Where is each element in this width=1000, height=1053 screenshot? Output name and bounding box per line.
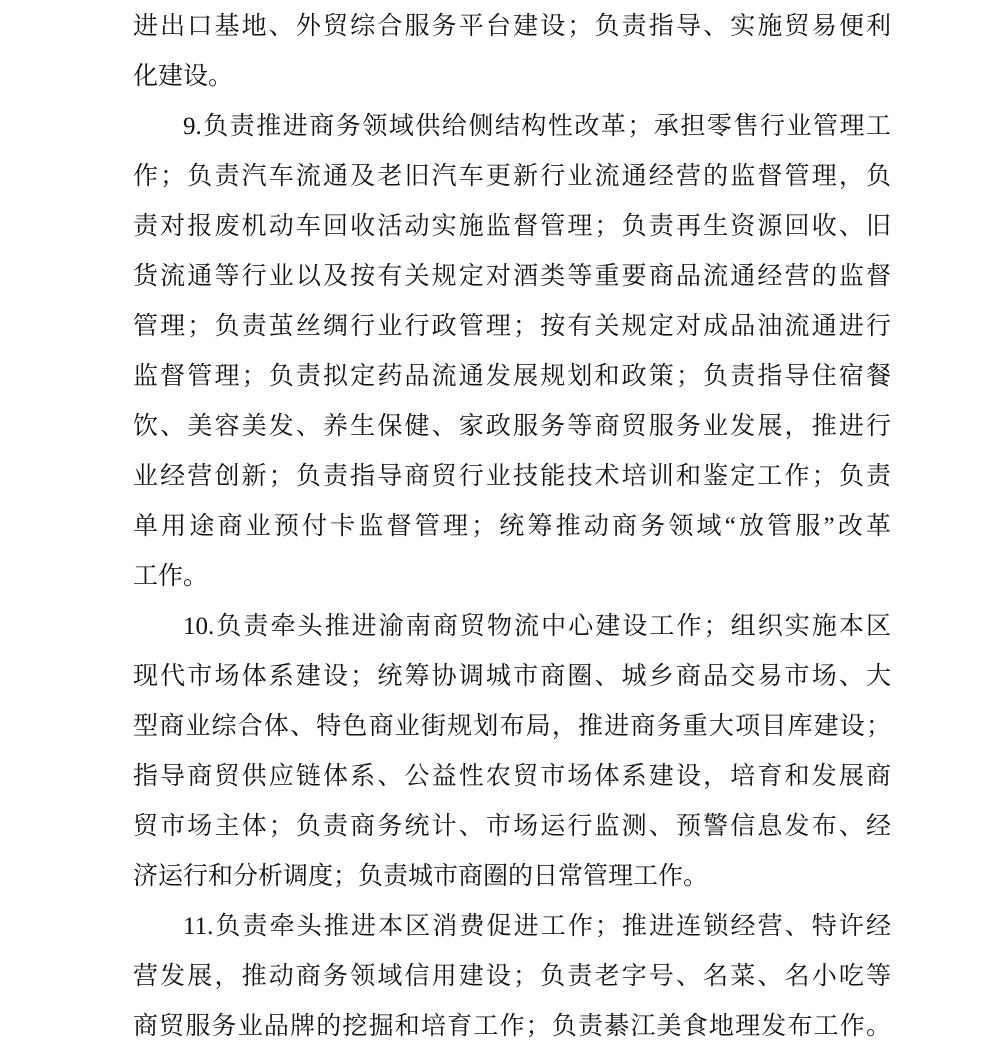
text-line: 11.负责牵头推进本区消费促进工作；推进连锁经营、特许经 <box>183 913 891 940</box>
text-line: 工作。 <box>133 563 209 590</box>
text-line: 济运行和分析调度；负责城市商圈的日常管理工作。 <box>133 863 709 890</box>
text-line: 单用途商业预付卡监督管理；统筹推动商务领域“放管服”改革 <box>133 513 891 540</box>
text-line: 型商业综合体、特色商业街规划布局，推进商务重大项目库建设； <box>133 713 891 740</box>
text-line: 货流通等行业以及按有关规定对酒类等重要商品流通经营的监督 <box>133 263 891 290</box>
text-line: 责对报废机动车回收活动实施监督管理；负责再生资源回收、旧 <box>133 213 891 240</box>
text-line: 9.负责推进商务领域供给侧结构性改革；承担零售行业管理工 <box>183 113 891 140</box>
text-line: 化建设。 <box>133 63 234 90</box>
text-line: 进出口基地、外贸综合服务平台建设；负责指导、实施贸易便利 <box>133 13 891 40</box>
text-line: 现代市场体系建设；统筹协调城市商圈、城乡商品交易市场、大 <box>133 663 891 690</box>
text-line: 监督管理；负责拟定药品流通发展规划和政策；负责指导住宿餐 <box>133 363 891 390</box>
text-line: 指导商贸供应链体系、公益性农贸市场体系建设，培育和发展商 <box>133 763 891 790</box>
text-line: 营发展，推动商务领域信用建设；负责老字号、名菜、名小吃等 <box>133 963 891 990</box>
text-line: 管理；负责茧丝绸行业行政管理；按有关规定对成品油流通进行 <box>133 313 891 340</box>
text-line: 业经营创新；负责指导商贸行业技能技术培训和鉴定工作；负责 <box>133 463 891 490</box>
text-line: 饮、美容美发、养生保健、家政服务等商贸服务业发展，推进行 <box>133 413 891 440</box>
text-line: 商贸服务业品牌的挖掘和培育工作；负责綦江美食地理发布工作。 <box>133 1013 891 1040</box>
text-line: 作；负责汽车流通及老旧汽车更新行业流通经营的监督管理，负 <box>133 163 891 190</box>
text-line: 贸市场主体；负责商务统计、市场运行监测、预警信息发布、经 <box>133 813 891 840</box>
text-line: 10.负责牵头推进渝南商贸物流中心建设工作；组织实施本区 <box>183 613 891 640</box>
